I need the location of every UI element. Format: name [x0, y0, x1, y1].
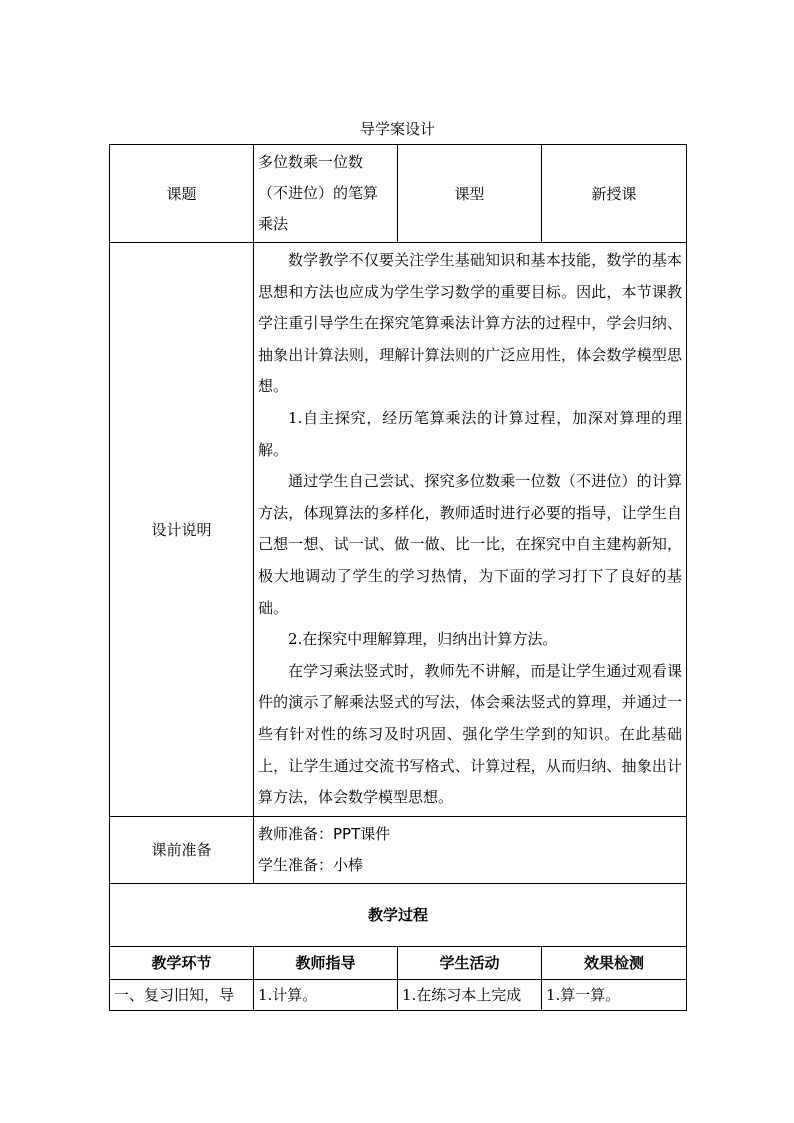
teacher-guidance-cell: 1.计算。	[254, 979, 398, 1010]
lesson-type-label: 课型	[398, 145, 542, 243]
student-activity-cell: 1.在练习本上完成	[398, 979, 542, 1010]
student-prep: 学生准备：小棒	[258, 855, 364, 874]
process-row	[110, 979, 687, 1010]
design-paragraph: 数学教学不仅要关注学生基础知识和基本技能，数学的基本思想和方法也应成为学生学习数学的重要目标。因此，本节课教学注重引导学生在探究笔算乘法计算方法的过程中，学会归纳、抽象出计算法则，理解计算法则的广泛应用性，体会数学模型思想。	[258, 251, 682, 396]
design-description	[254, 243, 687, 817]
header-teacher-guidance: 教师指导	[254, 946, 398, 979]
teacher-prep: 教师准备：PPT课件	[258, 824, 391, 843]
process-title: 教学过程	[110, 883, 687, 946]
prep-content	[254, 816, 687, 883]
topic-line: （不进位）的笔算	[258, 184, 379, 202]
design-paragraph: 通过学生自己尝试、探究多位数乘一位数（不进位）的计算方法，体现算法的多样化，教师适时进行必要的指导，让学生自己想一想、试一试、做一做、比一比，在探究中自主建构新知，极大地调动了学生的学习热情，为下面的学习打下了良好的基础。	[258, 472, 682, 617]
effect-check-cell: 1.算一算。	[542, 979, 687, 1010]
topic-line: 多位数乘一位数	[258, 153, 364, 171]
process-title-row	[110, 883, 687, 946]
design-row	[110, 243, 687, 817]
topic-line: 乘法	[258, 215, 289, 233]
lesson-plan-table	[109, 144, 687, 1011]
design-paragraph: 1.自主探究，经历笔算乘法的计算过程，加深对算理的理解。	[258, 408, 682, 459]
header-student-activity: 学生活动	[398, 946, 542, 979]
design-paragraph: 2.在探究中理解算理，归纳出计算方法。	[288, 630, 558, 649]
prep-label: 课前准备	[110, 816, 254, 883]
page-title: 导学案设计	[359, 120, 435, 138]
lesson-type-value: 新授课	[542, 145, 687, 243]
header-stage: 教学环节	[110, 946, 254, 979]
design-label: 设计说明	[110, 243, 254, 817]
topic-label: 课题	[110, 145, 254, 243]
process-header-row	[110, 946, 687, 979]
header-effect-check: 效果检测	[542, 946, 687, 979]
design-paragraph: 在学习乘法竖式时，教师先不讲解，而是让学生通过观看课件的演示了解乘法竖式的写法，体会乘法竖式的算理，并通过一些有针对性的练习及时巩固、强化学生学到的知识。在此基础上，让学生通过交流书写格式、计算过程，从而归纳、抽象出计算方法，体会数学模型思想。	[258, 661, 682, 807]
stage-cell: 一、复习旧知，导	[110, 979, 254, 1010]
topic-value	[254, 145, 398, 243]
topic-row	[110, 145, 687, 243]
prep-row	[110, 816, 687, 883]
